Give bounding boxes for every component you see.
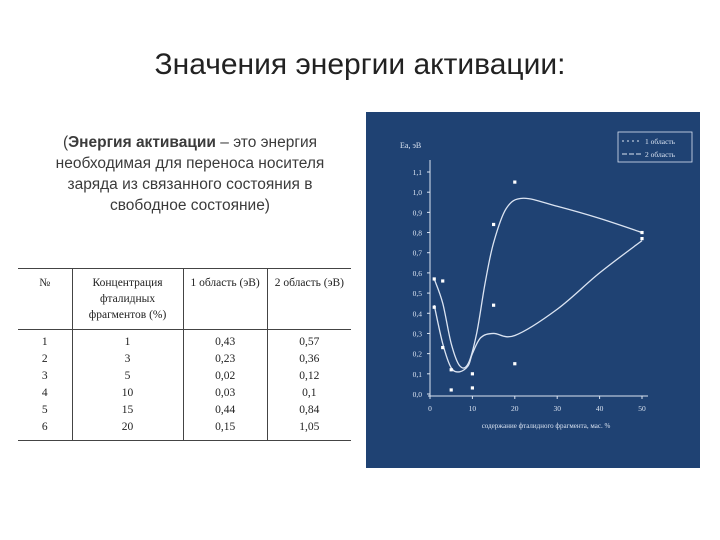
y-tick-label: 0,0 <box>412 390 422 399</box>
header-region-2: 2 область (эВ) <box>267 269 351 330</box>
legend-label: 2 область <box>645 150 676 159</box>
cell-r1: 0,44 <box>215 404 236 416</box>
y-tick-label: 1,1 <box>412 168 422 177</box>
header-region-1: 1 область (эВ) <box>183 269 267 330</box>
cell-r1: 0,43 <box>215 336 236 348</box>
x-tick-label: 50 <box>638 404 646 413</box>
data-point-series-2 <box>450 368 453 371</box>
chart-points <box>433 180 644 391</box>
cell-conc: 1 <box>124 336 131 348</box>
cell-r2-column <box>267 330 351 441</box>
data-point-series-2 <box>513 180 516 183</box>
y-tick-label: 0,8 <box>412 228 422 238</box>
y-tick-label: 0,1 <box>412 369 422 379</box>
chart-legend <box>618 132 692 162</box>
cell-r1-column <box>183 330 267 441</box>
cell-num: 4 <box>41 387 48 399</box>
slide-title: Значения энергии активации: <box>154 48 566 81</box>
series-line-1 <box>434 241 642 372</box>
cell-conc: 3 <box>124 353 131 365</box>
series-line-2 <box>434 198 642 368</box>
cell-num: 3 <box>41 370 48 382</box>
cell-num: 1 <box>41 336 48 348</box>
y-tick-label: 0,3 <box>412 329 422 339</box>
table-header-row <box>18 269 351 330</box>
y-tick-label: 0,7 <box>412 248 422 258</box>
activation-energy-graph <box>366 112 700 468</box>
cell-num: 2 <box>41 353 48 365</box>
cell-num: 6 <box>41 421 48 433</box>
header-concentration: Концентрация фталидных фрагментов (%) <box>72 269 183 330</box>
data-point-series-1 <box>433 306 436 309</box>
x-tick-label: 30 <box>553 404 561 413</box>
chart-curves <box>434 198 642 372</box>
y-tick-label: 0,9 <box>412 208 422 218</box>
x-tick-label: 0 <box>428 404 432 413</box>
header-num: № <box>39 277 51 289</box>
cell-num-column <box>18 330 72 441</box>
data-point-series-2 <box>640 237 643 240</box>
cell-conc: 20 <box>121 421 134 433</box>
definition-term: Энергия активации <box>68 134 216 151</box>
x-tick-label: 40 <box>595 404 604 413</box>
x-tick-label: 20 <box>511 404 519 413</box>
y-tick-label: 0,6 <box>412 268 422 278</box>
cell-r1: 0,23 <box>215 353 236 365</box>
cell-num: 5 <box>41 404 48 416</box>
legend-label: 1 область <box>645 137 676 146</box>
cell-conc-column <box>72 330 183 441</box>
x-tick-label: 10 <box>468 404 477 413</box>
data-point-series-1 <box>513 362 516 365</box>
data-point-series-1 <box>450 388 453 391</box>
y-axis-label: Ea, эВ <box>400 141 422 150</box>
table-row <box>18 330 351 441</box>
chart-svg <box>366 112 700 468</box>
definition-open-paren: ( <box>62 134 69 151</box>
cell-conc: 15 <box>121 404 134 416</box>
cell-r2: 0,1 <box>302 387 317 399</box>
data-point-series-2 <box>433 277 436 280</box>
definition-body: – это энергия необходимая для переноса носителя заряда из связанного состояния в свободное состояние) <box>55 134 325 214</box>
data-point-series-1 <box>441 346 444 349</box>
cell-conc: 10 <box>121 387 134 399</box>
cell-r1: 0,15 <box>215 421 236 433</box>
y-tick-label: 1,0 <box>412 188 422 198</box>
data-point-series-1 <box>471 386 474 389</box>
y-tick-label: 0,4 <box>412 309 422 319</box>
cell-r2: 0,36 <box>299 353 320 365</box>
data-point-series-2 <box>441 279 444 282</box>
cell-r2: 0,12 <box>299 370 320 382</box>
data-point-series-1 <box>640 231 643 234</box>
x-axis-label: содержание фталидного фрагмента, мас. % <box>481 422 611 430</box>
definition-text <box>40 132 340 216</box>
cell-conc: 5 <box>124 370 131 382</box>
y-tick-label: 0,5 <box>412 289 422 299</box>
cell-r2: 0,84 <box>299 404 320 416</box>
cell-r1: 0,03 <box>215 387 236 399</box>
cell-r1: 0,02 <box>215 370 236 382</box>
y-tick-label: 0,2 <box>412 349 422 359</box>
cell-r2: 0,57 <box>299 336 320 348</box>
cell-r2: 1,05 <box>299 421 320 433</box>
data-point-series-2 <box>492 223 495 226</box>
data-point-series-2 <box>471 372 474 375</box>
activation-energy-table <box>18 268 351 441</box>
data-point-series-1 <box>492 304 495 307</box>
